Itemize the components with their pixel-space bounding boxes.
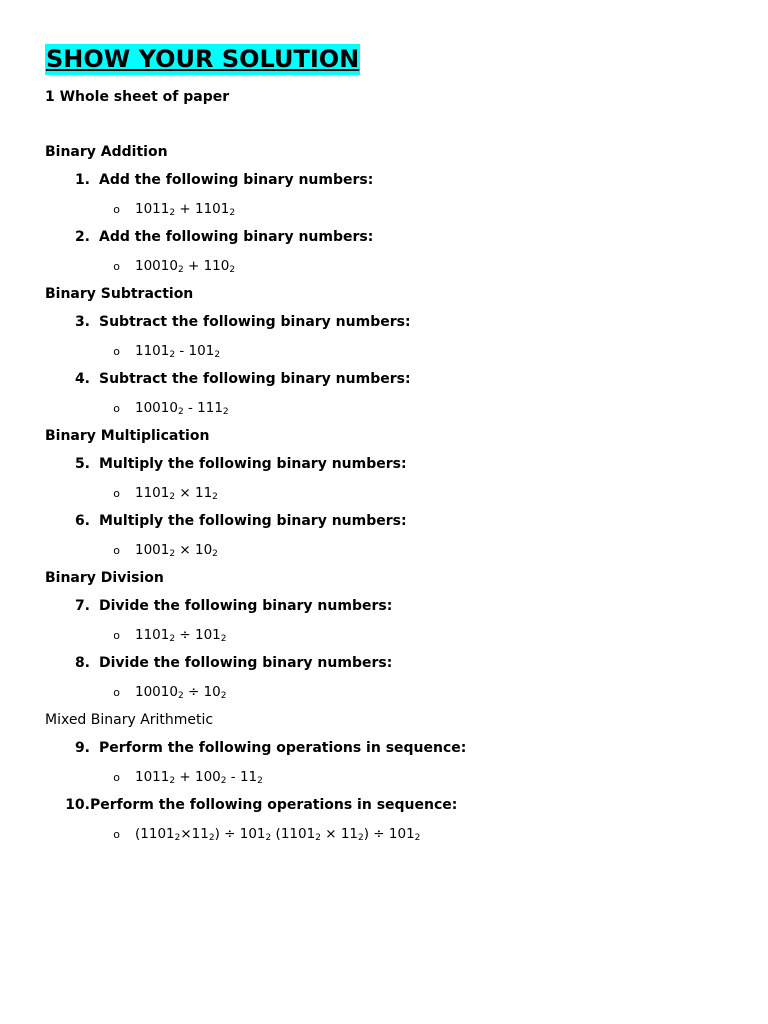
base-subscript: 2	[177, 407, 184, 417]
expression-text: 10010	[135, 684, 178, 700]
exercise-instruction: Add the following binary numbers:	[99, 172, 374, 188]
expression-text: 1011	[135, 769, 170, 785]
base-subscript: 2	[229, 265, 236, 275]
hollow-bullet-icon: o	[113, 345, 120, 358]
expression-row	[45, 683, 735, 711]
exercise-number: 10.	[65, 797, 90, 813]
expression-text: 1001	[135, 542, 170, 558]
exercise-instruction-row	[45, 313, 735, 342]
exercise-item	[45, 455, 735, 512]
hollow-bullet-icon: o	[113, 629, 120, 642]
exercise-instruction: Subtract the following binary numbers:	[99, 314, 411, 330]
expression-text: ×11	[180, 826, 209, 842]
expression-text: + 110	[183, 258, 230, 274]
expression-text: 10010	[135, 400, 178, 416]
expression-row	[45, 626, 735, 654]
base-subscript: 2	[222, 407, 229, 417]
exercise-instruction: Divide the following binary numbers:	[99, 598, 393, 614]
hollow-bullet-icon: o	[113, 686, 120, 699]
expression-text: × 11	[320, 826, 358, 842]
section-heading: Binary Division	[45, 570, 164, 586]
exercise-number: 4.	[74, 371, 90, 387]
binary-expression	[120, 626, 227, 654]
exercise-instruction-row	[45, 228, 735, 257]
base-subscript: 2	[169, 776, 176, 786]
expression-text: ) ÷ 101	[214, 826, 266, 842]
exercise-instruction: Perform the following operations in sequence:	[99, 740, 467, 756]
base-subscript: 2	[177, 691, 184, 701]
exercise-instruction-row	[45, 512, 735, 541]
expression-text: ) ÷ 101	[363, 826, 415, 842]
binary-expression	[120, 342, 220, 370]
exercise-item	[45, 370, 735, 427]
section-heading: Binary Addition	[45, 144, 168, 160]
exercise-instruction-row	[45, 171, 735, 200]
binary-expression	[120, 484, 218, 512]
expression-row	[45, 399, 735, 427]
expression-text: + 100	[175, 769, 221, 785]
base-subscript: 2	[177, 265, 184, 275]
exercise-number: 7.	[74, 598, 90, 614]
expression-row	[45, 342, 735, 370]
exercise-instruction-row	[45, 370, 735, 399]
exercise-instruction-row	[45, 739, 735, 768]
base-subscript: 2	[220, 776, 227, 786]
expression-text: 1101	[135, 627, 170, 643]
page-title: SHOW YOUR SOLUTION	[46, 45, 360, 73]
base-subscript: 2	[169, 208, 176, 218]
base-subscript: 2	[208, 833, 215, 843]
exercise-instruction: Perform the following operations in sequence:	[90, 797, 458, 813]
base-subscript: 2	[169, 492, 176, 502]
exercise-item	[45, 654, 735, 711]
exercise-number: 8.	[74, 655, 90, 671]
exercise-instruction: Multiply the following binary numbers:	[99, 513, 407, 529]
exercise-item	[45, 171, 735, 228]
expression-row	[45, 484, 735, 512]
expression-text: - 101	[175, 343, 215, 359]
expression-text: 1101	[135, 485, 170, 501]
binary-expression	[120, 399, 229, 427]
base-subscript: 2	[169, 634, 176, 644]
base-subscript: 2	[169, 549, 176, 559]
base-subscript: 2	[212, 549, 218, 559]
hollow-bullet-icon: o	[113, 402, 120, 415]
exercise-sections	[45, 143, 735, 853]
expression-row	[45, 825, 735, 853]
exercise-item	[45, 512, 735, 569]
exercise-instruction-row	[45, 597, 735, 626]
hollow-bullet-icon: o	[113, 203, 120, 216]
expression-text: + 1101	[175, 201, 230, 217]
expression-text: ÷ 101	[175, 627, 221, 643]
exercise-instruction-row	[45, 796, 735, 825]
expression-text: 10010	[135, 258, 178, 274]
base-subscript: 2	[174, 833, 181, 843]
expression-text: ÷ 10	[183, 684, 221, 700]
hollow-bullet-icon: o	[113, 487, 120, 500]
exercise-instruction: Add the following binary numbers:	[99, 229, 374, 245]
expression-text: - 11	[226, 769, 258, 785]
expression-text: 1011	[135, 201, 170, 217]
section-heading: Binary Subtraction	[45, 286, 194, 302]
base-subscript: 2	[169, 350, 176, 360]
base-subscript: 2	[315, 833, 321, 843]
exercise-number: 6.	[74, 513, 90, 529]
base-subscript: 2	[220, 691, 227, 701]
exercise-instruction: Multiply the following binary numbers:	[99, 456, 407, 472]
exercise-instruction-row	[45, 455, 735, 484]
expression-row	[45, 257, 735, 285]
binary-expression	[120, 257, 235, 285]
binary-expression	[120, 825, 420, 853]
binary-expression	[120, 541, 218, 569]
exercise-item	[45, 796, 735, 853]
hollow-bullet-icon: o	[113, 828, 120, 841]
base-subscript: 2	[414, 833, 421, 843]
base-subscript: 2	[257, 776, 263, 786]
expression-row	[45, 541, 735, 569]
exercise-number: 3.	[74, 314, 90, 330]
exercise-item	[45, 228, 735, 285]
worksheet-page	[45, 44, 735, 853]
base-subscript: 2	[214, 350, 221, 360]
binary-expression	[120, 200, 235, 228]
exercise-number: 9.	[74, 740, 90, 756]
base-subscript: 2	[220, 634, 227, 644]
expression-row	[45, 200, 735, 228]
exercise-item	[45, 313, 735, 370]
paper-requirement: 1 Whole sheet of paper	[45, 89, 230, 105]
binary-expression	[120, 768, 263, 796]
exercise-item	[45, 597, 735, 654]
expression-text: × 11	[175, 485, 213, 501]
section-heading: Mixed Binary Arithmetic	[45, 712, 214, 728]
base-subscript: 2	[212, 492, 218, 502]
expression-text: × 10	[175, 542, 213, 558]
exercise-instruction: Divide the following binary numbers:	[99, 655, 393, 671]
hollow-bullet-icon: o	[113, 260, 120, 273]
base-subscript: 2	[358, 833, 364, 843]
expression-row	[45, 768, 735, 796]
exercise-instruction: Subtract the following binary numbers:	[99, 371, 411, 387]
base-subscript: 2	[229, 208, 236, 218]
base-subscript: 2	[265, 833, 272, 843]
hollow-bullet-icon: o	[113, 544, 120, 557]
expression-text: (1101	[135, 826, 175, 842]
exercise-number: 5.	[74, 456, 90, 472]
exercise-number: 1.	[74, 172, 90, 188]
exercise-number: 2.	[74, 229, 90, 245]
exercise-instruction-row	[45, 654, 735, 683]
expression-text: 1101	[135, 343, 170, 359]
hollow-bullet-icon: o	[113, 771, 120, 784]
expression-text: (1101	[271, 826, 316, 842]
section-heading: Binary Multiplication	[45, 428, 210, 444]
expression-text: - 111	[183, 400, 223, 416]
binary-expression	[120, 683, 227, 711]
exercise-item	[45, 739, 735, 796]
